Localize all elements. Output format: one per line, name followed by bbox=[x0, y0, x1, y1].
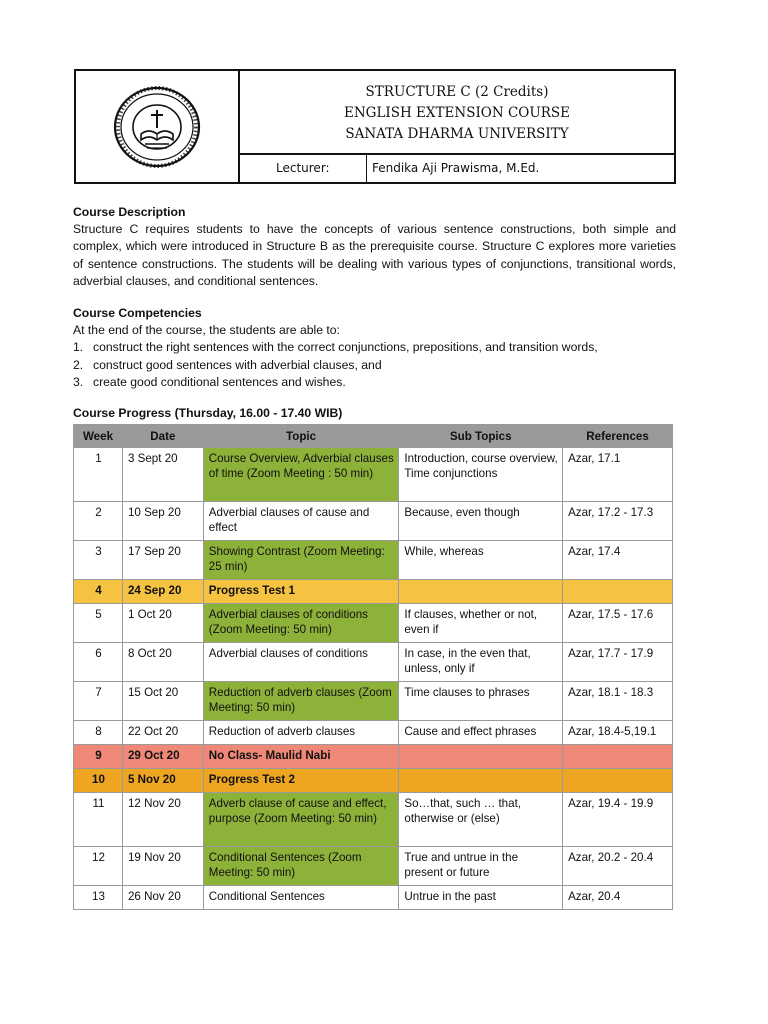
cell-date: 12 Nov 20 bbox=[122, 793, 203, 847]
cell-week: 5 bbox=[74, 604, 123, 643]
list-text: construct good sentences with adverbial clauses, and bbox=[93, 357, 382, 372]
cell-references: Azar, 19.4 - 19.9 bbox=[563, 793, 673, 847]
cell-subtopics bbox=[399, 769, 563, 793]
table-row bbox=[74, 541, 673, 580]
cell-references: Azar, 17.1 bbox=[563, 448, 673, 502]
cell-subtopics: True and untrue in the present or future bbox=[399, 847, 563, 886]
cell-week: 6 bbox=[74, 643, 123, 682]
course-title-block bbox=[240, 71, 674, 155]
cell-subtopics: So…that, such … that, otherwise or (else) bbox=[399, 793, 563, 847]
cell-subtopics: Untrue in the past bbox=[399, 886, 563, 910]
course-title: STRUCTURE C (2 Credits) bbox=[365, 84, 549, 100]
list-number: 3. bbox=[73, 374, 84, 389]
table-row bbox=[74, 580, 673, 604]
university-name: SANATA DHARMA UNIVERSITY bbox=[345, 126, 569, 142]
column-header-topic: Topic bbox=[203, 425, 399, 448]
cell-references bbox=[563, 745, 673, 769]
cell-week: 3 bbox=[74, 541, 123, 580]
table-row bbox=[74, 847, 673, 886]
competencies-list bbox=[73, 339, 676, 391]
cell-topic: Conditional Sentences bbox=[203, 886, 399, 910]
list-item bbox=[73, 339, 676, 356]
course-progress-table bbox=[73, 424, 673, 910]
cell-topic: Reduction of adverb clauses (Zoom Meeting: 50 min) bbox=[203, 682, 399, 721]
column-header-date: Date bbox=[122, 425, 203, 448]
cell-week: 4 bbox=[74, 580, 123, 604]
cell-topic: Showing Contrast (Zoom Meeting: 25 min) bbox=[203, 541, 399, 580]
cell-topic: Adverbial clauses of cause and effect bbox=[203, 502, 399, 541]
cell-subtopics: Cause and effect phrases bbox=[399, 721, 563, 745]
table-header-row bbox=[74, 425, 673, 448]
cell-date: 5 Nov 20 bbox=[122, 769, 203, 793]
cell-references bbox=[563, 769, 673, 793]
cell-references: Azar, 18.1 - 18.3 bbox=[563, 682, 673, 721]
cell-date: 29 Oct 20 bbox=[122, 745, 203, 769]
table-row bbox=[74, 793, 673, 847]
cell-week: 7 bbox=[74, 682, 123, 721]
cell-week: 1 bbox=[74, 448, 123, 502]
program-name: ENGLISH EXTENSION COURSE bbox=[344, 105, 570, 121]
cell-date: 22 Oct 20 bbox=[122, 721, 203, 745]
list-text: construct the right sentences with the correct conjunctions, prepositions, and transition words, bbox=[93, 340, 598, 355]
cell-topic: Adverb clause of cause and effect, purpose (Zoom Meeting: 50 min) bbox=[203, 793, 399, 847]
cell-references bbox=[563, 580, 673, 604]
cell-topic: Adverbial clauses of conditions (Zoom Meeting: 50 min) bbox=[203, 604, 399, 643]
course-description-section bbox=[73, 204, 676, 290]
cell-week: 12 bbox=[74, 847, 123, 886]
table-row bbox=[74, 604, 673, 643]
cell-subtopics: In case, in the even that, unless, only if bbox=[399, 643, 563, 682]
list-number: 1. bbox=[73, 340, 84, 355]
competencies-intro: At the end of the course, the students are able to: bbox=[73, 323, 340, 338]
cell-date: 3 Sept 20 bbox=[122, 448, 203, 502]
cell-date: 24 Sep 20 bbox=[122, 580, 203, 604]
lecturer-label: Lecturer: bbox=[240, 155, 367, 182]
university-logo-cell bbox=[76, 71, 240, 182]
cell-date: 26 Nov 20 bbox=[122, 886, 203, 910]
list-item bbox=[73, 357, 676, 374]
cell-subtopics: Introduction, course overview, Time conjunctions bbox=[399, 448, 563, 502]
cell-week: 11 bbox=[74, 793, 123, 847]
table-row bbox=[74, 448, 673, 502]
cell-references: Azar, 17.7 - 17.9 bbox=[563, 643, 673, 682]
cell-subtopics: If clauses, whether or not, even if bbox=[399, 604, 563, 643]
cell-references: Azar, 17.4 bbox=[563, 541, 673, 580]
course-description-title: Course Description bbox=[73, 205, 186, 219]
cell-topic: Adverbial clauses of conditions bbox=[203, 643, 399, 682]
column-header-subtopics: Sub Topics bbox=[399, 425, 563, 448]
table-row bbox=[74, 502, 673, 541]
list-number: 2. bbox=[73, 357, 84, 372]
cell-date: 19 Nov 20 bbox=[122, 847, 203, 886]
cell-date: 10 Sep 20 bbox=[122, 502, 203, 541]
cell-week: 13 bbox=[74, 886, 123, 910]
cell-references: Azar, 20.2 - 20.4 bbox=[563, 847, 673, 886]
column-header-references: References bbox=[563, 425, 673, 448]
cell-subtopics: While, whereas bbox=[399, 541, 563, 580]
table-row bbox=[74, 769, 673, 793]
university-seal-icon bbox=[111, 84, 203, 170]
cell-topic: Progress Test 1 bbox=[203, 580, 399, 604]
cell-subtopics bbox=[399, 580, 563, 604]
cell-week: 8 bbox=[74, 721, 123, 745]
table-row bbox=[74, 886, 673, 910]
table-row bbox=[74, 721, 673, 745]
cell-references: Azar, 17.5 - 17.6 bbox=[563, 604, 673, 643]
cell-topic: Course Overview, Adverbial clauses of time (Zoom Meeting : 50 min) bbox=[203, 448, 399, 502]
cell-date: 1 Oct 20 bbox=[122, 604, 203, 643]
cell-subtopics: Because, even though bbox=[399, 502, 563, 541]
cell-topic: Conditional Sentences (Zoom Meeting: 50 min) bbox=[203, 847, 399, 886]
table-row bbox=[74, 745, 673, 769]
cell-subtopics: Time clauses to phrases bbox=[399, 682, 563, 721]
course-header bbox=[74, 69, 676, 184]
cell-topic: Progress Test 2 bbox=[203, 769, 399, 793]
course-competencies-title: Course Competencies bbox=[73, 306, 202, 320]
cell-date: 17 Sep 20 bbox=[122, 541, 203, 580]
course-competencies-section bbox=[73, 305, 676, 391]
table-row bbox=[74, 682, 673, 721]
cell-topic: Reduction of adverb clauses bbox=[203, 721, 399, 745]
cell-week: 10 bbox=[74, 769, 123, 793]
cell-week: 9 bbox=[74, 745, 123, 769]
lecturer-name: Fendika Aji Prawisma, M.Ed. bbox=[372, 161, 540, 175]
list-text: create good conditional sentences and wishes. bbox=[93, 374, 346, 389]
cell-date: 15 Oct 20 bbox=[122, 682, 203, 721]
course-description-text: Structure C requires students to have the concepts of various sentence constructions, both simple and complex, which were introduced in Structure B as the prerequisite course. Structure C explores more varieties of sentence constructions. The students will be dealing with various types of conjunctions, transitional words, adverbial clauses, and conditional sentences. bbox=[73, 222, 676, 288]
cell-subtopics bbox=[399, 745, 563, 769]
cell-date: 8 Oct 20 bbox=[122, 643, 203, 682]
cell-references: Azar, 17.2 - 17.3 bbox=[563, 502, 673, 541]
cell-topic: No Class- Maulid Nabi bbox=[203, 745, 399, 769]
column-header-week: Week bbox=[74, 425, 123, 448]
table-row bbox=[74, 643, 673, 682]
course-progress-section bbox=[73, 405, 676, 422]
cell-references: Azar, 20.4 bbox=[563, 886, 673, 910]
cell-week: 2 bbox=[74, 502, 123, 541]
cell-references: Azar, 18.4-5,19.1 bbox=[563, 721, 673, 745]
list-item bbox=[73, 374, 676, 391]
course-progress-title: Course Progress (Thursday, 16.00 - 17.40 WIB) bbox=[73, 406, 343, 420]
